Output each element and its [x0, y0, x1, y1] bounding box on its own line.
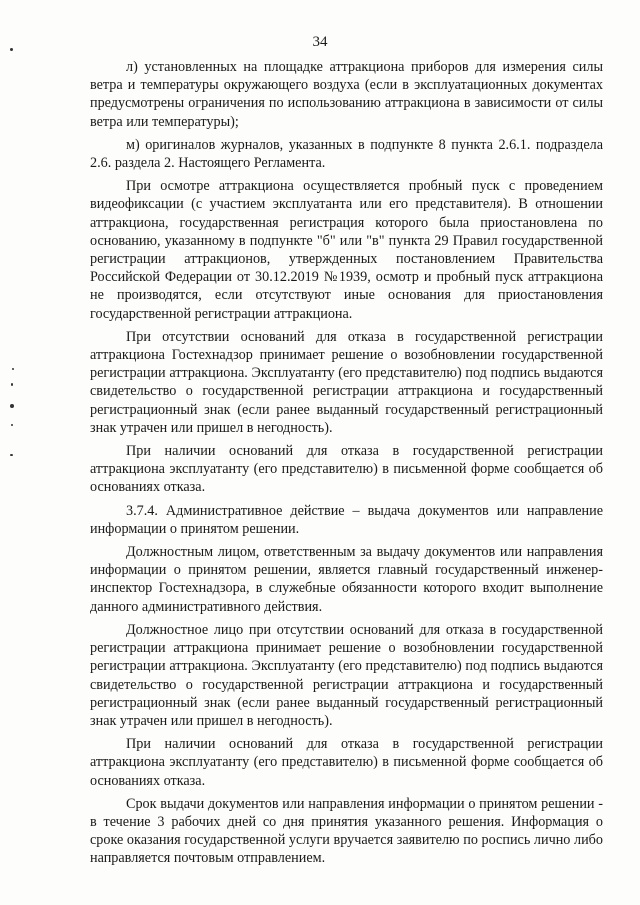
scan-speck	[10, 404, 14, 408]
paragraph: Должностным лицом, ответственным за выдачу документов или направления информации о принятом решении, является главный государственный инженер-инспектор Гостехнадзора, в служебные обязанности которого входит выполнение данного административного действия.	[90, 544, 603, 615]
document-body	[90, 58, 603, 873]
scan-speck	[10, 48, 13, 51]
scan-speck	[11, 383, 13, 386]
scan-speck	[10, 454, 13, 456]
paragraph: Должностное лицо при отсутствии оснований для отказа в государственной регистрации аттракциона принимает решение о возобновлении государственной регистрации аттракциона. Эксплуатанту (его представителю) под подпись выдаются свидетельство о государственной регистрации аттракциона и государственный регистрационный знак (если ранее выданный государственный регистрационный знак утрачен или пришел в негодность).	[90, 621, 603, 729]
page-number: 34	[312, 34, 328, 50]
paragraph: При наличии оснований для отказа в государственной регистрации аттракциона эксплуатанту (его представителю) в письменной форме сообщается об основаниях отказа.	[90, 736, 603, 789]
paragraph: м) оригиналов журналов, указанных в подпункте 8 пункта 2.6.1. подраздела 2.6. раздела 2. Настоящего Регламента.	[90, 136, 603, 172]
paragraph: При осмотре аттракциона осуществляется пробный пуск с проведением видеофиксации (с участием эксплуатанта или его представителя). В отношении аттракциона, государственная регистрация которого была приостановлена по основанию, указанному в подпункте "б" или "в" пункта 29 Правил государственной регистрации аттракционов, утвержденных постановлением Правительства Российской Федерации от 30.12.2019 №1939, осмотр и пробный пуск аттракциона не производятся, если отсутствуют иные основания для приостановления государственной регистрации аттракциона.	[90, 178, 603, 322]
paragraph: При наличии оснований для отказа в государственной регистрации аттракциона эксплуатанту (его представителю) в письменной форме сообщается об основаниях отказа.	[90, 443, 603, 496]
scan-speck	[11, 424, 13, 426]
paragraph: Срок выдачи документов или направления информации о принятом решении - в течение 3 рабочих дней со дня принятия указанного решения. Информация о сроке оказания государственной услуги вручается заявителю по роспись лично либо направляется почтовым отправлением.	[90, 795, 603, 867]
section-heading: 3.7.4. Административное действие – выдача документов или направление информации о принятом решении.	[90, 502, 603, 537]
paragraph: При отсутствии оснований для отказа в государственной регистрации аттракциона Гостехнадзор принимает решение о возобновлении государственной регистрации аттракциона. Эксплуатанту (его представителю) под подпись выдаются свидетельство о государственной регистрации аттракциона и государственный регистрационный знак (если ранее выданный государственный регистрационный знак утрачен или пришел в негодность).	[90, 328, 603, 436]
scan-speck	[12, 368, 14, 370]
paragraph: л) установленных на площадке аттракциона приборов для измерения силы ветра и температуры окружающего воздуха (если в эксплуатационных документах предусмотрены ограничения по использованию аттракциона в зависимости от силы ветра или температуры);	[90, 59, 603, 130]
